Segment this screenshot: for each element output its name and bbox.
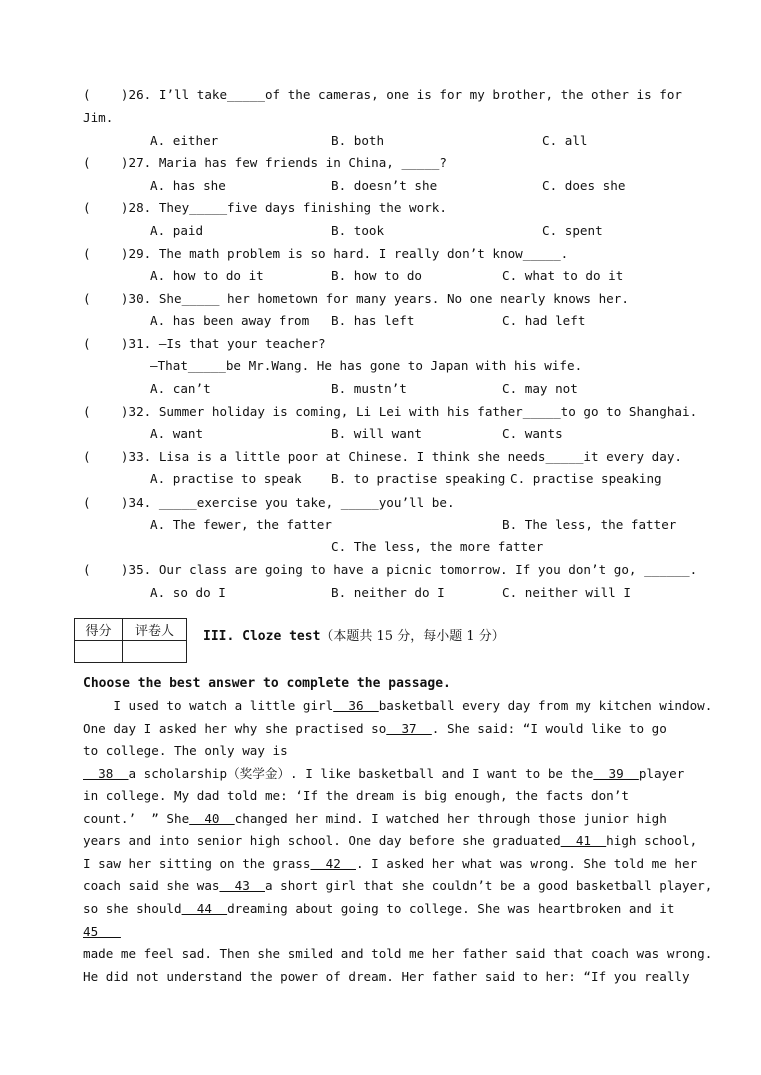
passage-text: a scholarship（奖学金）. I like basketball and I want to be the: [128, 766, 594, 781]
question-28-stem: ( )28. They_____five days finishing the work.: [83, 200, 447, 215]
blank-37[interactable]: 37: [386, 721, 432, 736]
passage-text: years and into senior high school. One day before she graduated: [83, 833, 561, 848]
q32-option-a[interactable]: A. want: [150, 426, 204, 441]
passage-text: basketball every day from my kitchen window.: [378, 698, 713, 713]
blank-39[interactable]: 39: [593, 766, 639, 781]
q28-option-c[interactable]: C. spent: [542, 223, 603, 238]
q29-option-b[interactable]: B. how to do: [331, 268, 422, 283]
question-27-stem: ( )27. Maria has few friends in China, _____?: [83, 155, 447, 170]
passage-text: player: [638, 766, 685, 781]
q27-option-c[interactable]: C. does she: [542, 178, 626, 193]
passage-text: high school,: [606, 833, 698, 848]
question-35-stem: ( )35. Our class are going to have a picnic tomorrow. If you don’t go, ______.: [83, 562, 698, 577]
passage-line-10: [83, 901, 674, 917]
question-31-stem-line2: —That_____be Mr.Wang. He has gone to Japan with his wife.: [150, 358, 583, 373]
blank-42[interactable]: 42: [310, 856, 356, 871]
blank-38[interactable]: 38: [83, 766, 129, 781]
q34-option-a[interactable]: A. The fewer, the fatter: [150, 517, 332, 532]
q26-option-b[interactable]: B. both: [331, 133, 385, 148]
q26-option-a[interactable]: A. either: [150, 133, 219, 148]
passage-line-1: [83, 698, 712, 714]
score-header: 得分: [75, 619, 123, 641]
q31-option-c[interactable]: C. may not: [502, 381, 578, 396]
passage-line-9: [83, 878, 712, 894]
blank-45[interactable]: 45: [83, 924, 121, 939]
question-26-stem-cont: Jim.: [83, 110, 114, 125]
q26-option-c[interactable]: C. all: [542, 133, 588, 148]
section-title-text: III. Cloze test: [203, 629, 321, 644]
q33-option-a[interactable]: A. practise to speak: [150, 471, 302, 486]
passage-line-7: [83, 833, 697, 849]
q28-option-b[interactable]: B. took: [331, 223, 385, 238]
q30-option-a[interactable]: A. has been away from: [150, 313, 310, 328]
section-instruction: Choose the best answer to complete the passage.: [83, 676, 451, 691]
q35-option-b[interactable]: B. neither do I: [331, 585, 445, 600]
score-cell[interactable]: [75, 641, 123, 663]
passage-line-12: made me feel sad. Then she smiled and told me her father said that coach was wrong.: [83, 946, 713, 961]
q29-option-c[interactable]: C. what to do it: [502, 268, 624, 283]
passage-text: I used to watch a little girl: [83, 698, 334, 713]
passage-line-6: [83, 811, 667, 827]
question-26-stem: ( )26. I’ll take_____of the cameras, one is for my brother, the other is for: [83, 87, 682, 102]
q31-option-b[interactable]: B. mustn’t: [331, 381, 407, 396]
q34-option-c[interactable]: C. The less, the more fatter: [331, 539, 544, 554]
question-31-stem: ( )31. —Is that your teacher?: [83, 336, 326, 351]
question-32-stem: ( )32. Summer holiday is coming, Li Lei with his father_____to go to Shanghai.: [83, 404, 698, 419]
q34-option-b[interactable]: B. The less, the fatter: [502, 517, 677, 532]
q33-option-c[interactable]: C. practise speaking: [510, 471, 662, 486]
passage-line-5: in college. My dad told me: ‘If the dream is big enough, the facts don’t: [83, 788, 629, 803]
grader-header: 评卷人: [123, 619, 187, 641]
passage-text: coach said she was: [83, 878, 220, 893]
score-table: [74, 618, 187, 663]
grader-cell[interactable]: [123, 641, 187, 663]
blank-44[interactable]: 44: [181, 901, 228, 916]
q28-option-a[interactable]: A. paid: [150, 223, 204, 238]
passage-text: a short girl that she couldn’t be a good basketball player,: [264, 878, 713, 893]
passage-text: One day I asked her why she practised so: [83, 721, 387, 736]
passage-line-4: [83, 766, 684, 782]
q35-option-c[interactable]: C. neither will I: [502, 585, 631, 600]
passage-line-2: [83, 721, 667, 737]
passage-line-13: He did not understand the power of dream. Her father said to her: “If you really: [83, 969, 690, 984]
blank-43[interactable]: 43: [219, 878, 265, 893]
q30-option-c[interactable]: C. had left: [502, 313, 586, 328]
question-33-stem: ( )33. Lisa is a little poor at Chinese. I think she needs_____it every day.: [83, 449, 682, 464]
q31-option-a[interactable]: A. can’t: [150, 381, 211, 396]
q32-option-c[interactable]: C. wants: [502, 426, 563, 441]
section-title: [203, 629, 505, 645]
q33-option-b[interactable]: B. to practise speaking: [331, 471, 506, 486]
passage-text: dreaming about going to college. She was heartbroken and it: [227, 901, 675, 916]
passage-line-8: [83, 856, 697, 872]
blank-40[interactable]: 40: [189, 811, 235, 826]
q27-option-b[interactable]: B. doesn’t she: [331, 178, 438, 193]
q32-option-b[interactable]: B. will want: [331, 426, 422, 441]
passage-text: count.’ ” She: [83, 811, 190, 826]
passage-text: changed her mind. I watched her through those junior high: [234, 811, 667, 826]
q35-option-a[interactable]: A. so do I: [150, 585, 226, 600]
passage-text: . I asked her what was wrong. She told me her: [355, 856, 698, 871]
question-34-stem: ( )34. _____exercise you take, _____you’ll be.: [83, 495, 455, 510]
passage-text: . She said: “I would like to go: [431, 721, 667, 736]
passage-text: I saw her sitting on the grass: [83, 856, 311, 871]
blank-36[interactable]: 36: [333, 698, 379, 713]
passage-text: so she should: [83, 901, 182, 916]
q29-option-a[interactable]: A. how to do it: [150, 268, 264, 283]
passage-line-3: to college. The only way is: [83, 743, 288, 758]
blank-41[interactable]: 41: [560, 833, 607, 848]
passage-line-11: [83, 924, 121, 940]
section-note: （本题共 15 分，每小题 1 分）: [320, 629, 505, 644]
question-30-stem: ( )30. She_____ her hometown for many years. No one nearly knows her.: [83, 291, 629, 306]
q27-option-a[interactable]: A. has she: [150, 178, 226, 193]
q30-option-b[interactable]: B. has left: [331, 313, 415, 328]
question-29-stem: ( )29. The math problem is so hard. I really don’t know_____.: [83, 246, 569, 261]
